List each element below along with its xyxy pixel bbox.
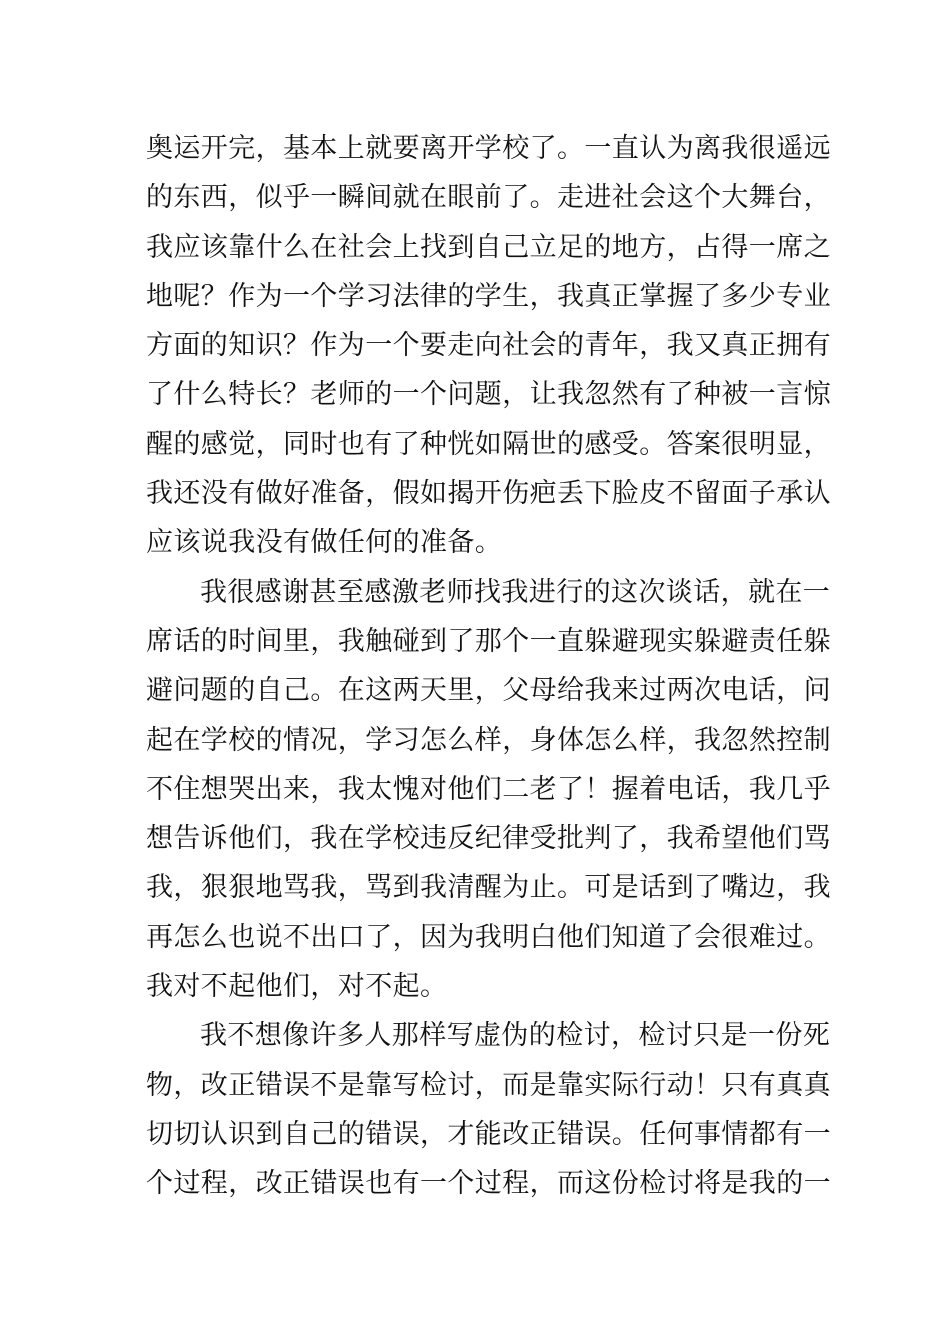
text-line: 应该说我没有做任何的准备。 — [146, 527, 503, 559]
paragraph-first-line: 我很感谢甚至感激老师找我进行的这次谈话，就在一 — [200, 576, 831, 608]
text-line: 我对不起他们，对不起。 — [146, 971, 448, 1003]
text-line: 我，狠狠地骂我，骂到我清醒为止。可是话到了嘴边，我 — [146, 872, 831, 904]
text-line: 想告诉他们，我在学校违反纪律受批判了，我希望他们骂 — [146, 823, 831, 855]
text-line: 醒的感觉，同时也有了种恍如隔世的感受。答案很明显， — [146, 428, 831, 460]
text-line: 的东西，似乎一瞬间就在眼前了。走进社会这个大舞台， — [146, 182, 831, 214]
text-line: 席话的时间里，我触碰到了那个一直躲避现实躲避责任躲 — [146, 625, 831, 657]
text-line: 我应该靠什么在社会上找到自己立足的地方，占得一席之 — [146, 231, 831, 263]
text-line: 个过程，改正错误也有一个过程，而这份检讨将是我的一 — [146, 1168, 831, 1200]
text-line: 方面的知识？作为一个要走向社会的青年，我又真正拥有 — [146, 330, 831, 362]
text-line: 起在学校的情况，学习怎么样，身体怎么样，我忽然控制 — [146, 724, 831, 756]
text-line: 了什么特长？老师的一个问题，让我忽然有了种被一言惊 — [146, 379, 831, 411]
text-line: 奥运开完，基本上就要离开学校了。一直认为离我很遥远 — [146, 133, 831, 164]
text-line: 不住想哭出来，我太愧对他们二老了！握着电话，我几乎 — [146, 773, 831, 805]
text-line: 地呢？作为一个学习法律的学生，我真正掌握了多少专业 — [146, 280, 831, 312]
document-body — [146, 124, 831, 1209]
text-line: 我还没有做好准备，假如揭开伤疤丢下脸皮不留面子承认 — [146, 478, 831, 510]
text-line: 物，改正错误不是靠写检讨，而是靠实际行动！只有真真 — [146, 1069, 831, 1101]
text-line: 切切认识到自己的错误，才能改正错误。任何事情都有一 — [146, 1118, 831, 1150]
text-line: 避问题的自己。在这两天里，父母给我来过两次电话，问 — [146, 675, 831, 707]
paragraph-first-line: 我不想像许多人那样写虚伪的检讨，检讨只是一份死 — [200, 1020, 831, 1052]
text-line: 再怎么也说不出口了，因为我明白他们知道了会很难过。 — [146, 921, 831, 953]
